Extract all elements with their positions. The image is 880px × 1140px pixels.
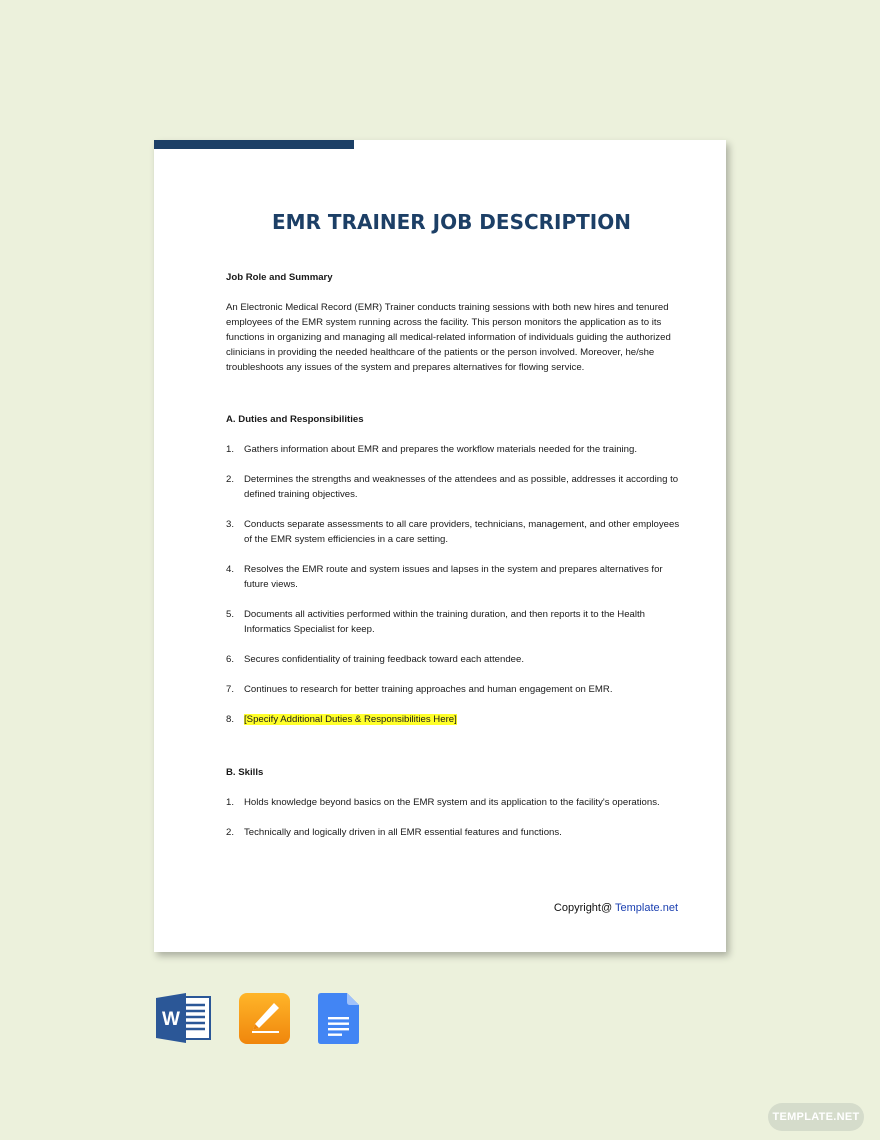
list-number: 1. bbox=[226, 444, 235, 455]
list-text: Conducts separate assessments to all care providers, technicians, management, and other employees of the EMR system efficiencies in a care setting. bbox=[244, 519, 680, 545]
list-number: 3. bbox=[226, 519, 235, 530]
list-item bbox=[226, 712, 686, 727]
list-item bbox=[226, 442, 686, 457]
list-text: Determines the strengths and weaknesses of the attendees and as possible, addresses it according to defined training objectives. bbox=[244, 474, 679, 500]
duties-list bbox=[226, 442, 686, 727]
copyright-prefix: Copyright@ bbox=[553, 902, 613, 914]
list-number: 4. bbox=[226, 564, 235, 575]
accent-bar bbox=[154, 140, 354, 149]
document-body bbox=[226, 270, 686, 840]
list-number: 1. bbox=[226, 797, 235, 808]
role-heading: Job Role and Summary bbox=[226, 272, 333, 283]
document-page bbox=[154, 140, 726, 952]
list-text: Documents all activities performed within the training duration, and then reports it to the Health Informatics Specialist for keep. bbox=[244, 609, 646, 635]
list-number: 5. bbox=[226, 609, 235, 620]
list-item bbox=[226, 682, 686, 697]
list-text: Holds knowledge beyond basics on the EMR system and its application to the facility's operations. bbox=[244, 797, 660, 808]
list-item bbox=[226, 825, 686, 840]
list-number: 2. bbox=[226, 827, 235, 838]
word-letter: W bbox=[162, 1009, 180, 1030]
list-item bbox=[226, 517, 686, 547]
word-icon[interactable] bbox=[156, 993, 212, 1048]
duties-heading: A. Duties and Responsibilities bbox=[226, 414, 364, 425]
list-item bbox=[226, 795, 686, 810]
list-text: Gathers information about EMR and prepares the workflow materials needed for the training. bbox=[244, 444, 638, 455]
template-watermark: TEMPLATE.NET bbox=[768, 1103, 864, 1131]
list-text: Resolves the EMR route and system issues and lapses in the system and prepares alternatives for future views. bbox=[244, 564, 663, 590]
list-number: 2. bbox=[226, 474, 235, 485]
list-item bbox=[226, 562, 686, 592]
skills-heading: B. Skills bbox=[226, 767, 264, 778]
list-text: Technically and logically driven in all EMR essential features and functions. bbox=[244, 827, 562, 838]
copyright-link[interactable]: Template.net bbox=[615, 902, 678, 914]
list-number: 7. bbox=[226, 684, 235, 695]
list-item bbox=[226, 607, 686, 637]
list-text: Secures confidentiality of training feedback toward each attendee. bbox=[244, 654, 524, 665]
skills-list bbox=[226, 795, 686, 840]
summary-paragraph: An Electronic Medical Record (EMR) Trainer conducts training sessions with both new hires and tenured employees of the EMR system running across the facility. This person monitors the application as to its functions in organizing and managing all medical-related information of individuals guiding the authorized clinicians in providing the needed healthcare of the patients or the person involved. Moreover, he/she troubleshoots any issues of the system and prepares alternatives for flowing service. bbox=[226, 302, 671, 373]
placeholder-highlight: [Specify Additional Duties & Responsibilities Here] bbox=[244, 714, 457, 725]
list-number: 8. bbox=[226, 714, 235, 725]
list-text: Continues to research for better training approaches and human engagement on EMR. bbox=[244, 684, 613, 695]
pages-icon[interactable] bbox=[239, 993, 290, 1049]
copyright-line bbox=[554, 902, 678, 914]
list-item bbox=[226, 652, 686, 667]
document-title: EMR TRAINER JOB DESCRIPTION bbox=[272, 210, 631, 234]
list-number: 6. bbox=[226, 654, 235, 665]
google-docs-icon[interactable] bbox=[318, 993, 359, 1049]
list-item bbox=[226, 472, 686, 502]
